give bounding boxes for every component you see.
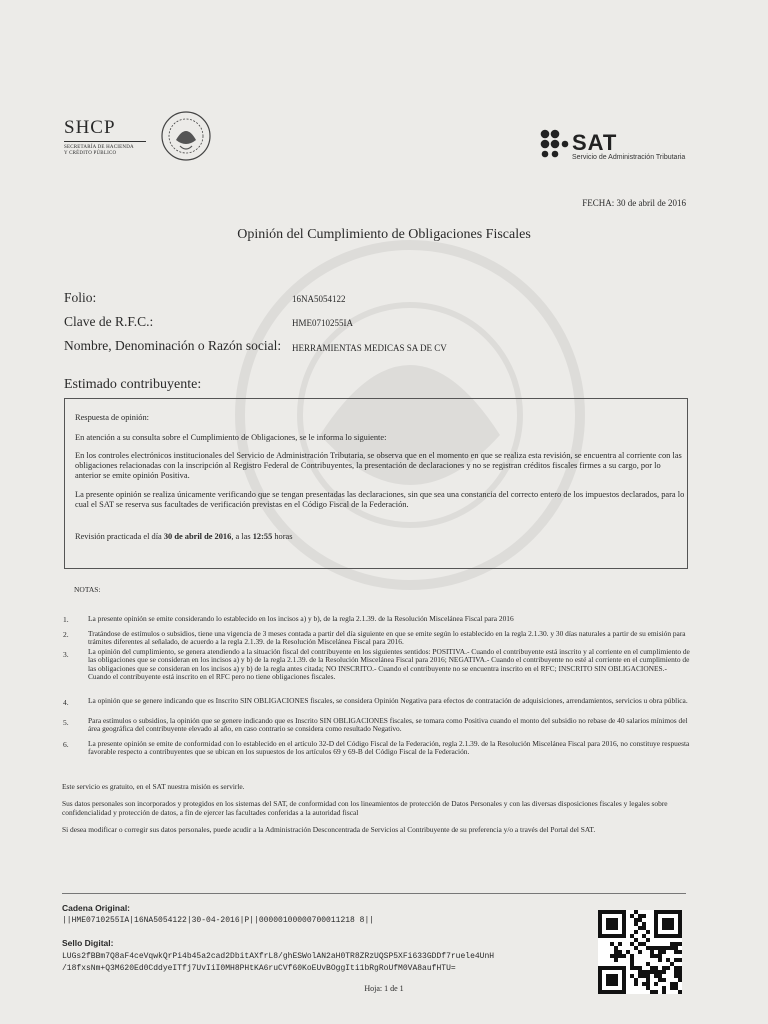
- box-paragraph-3: La presente opinión se realiza únicamente verificando que se tengan presentadas las declaraciones, sin que sea una constancia del correcto entero de los impuestos declarados, para lo cual el SAT se reserva sus facultades de verificación previstas en el Código Fiscal de la Federación.: [75, 490, 685, 509]
- greeting: Estimado contribuyente:: [64, 377, 202, 392]
- note-text: La presente opinión se emite de conformidad con lo establecido en el artículo 32-D del Código Fiscal de la Federación, regla 2.1.39. de la Resolución Miscelánea Fiscal para 2016, no constituye respuesta favorable respecto a contribuyentes que se ubican en los supuestos de los artículos 69 y 69-B del Código Fiscal de la Federación.: [88, 739, 690, 757]
- page-counter: Hoja: 1 de 1: [364, 984, 404, 993]
- sat-logo-icon: [538, 128, 572, 158]
- cadena-original-label: Cadena Original:: [62, 903, 131, 913]
- box-paragraph-2: En los controles electrónicos institucionales del Servicio de Administración Tributaria, se observa que en el momento en que se realiza esta revisión, se encuentra al corriente con las obligaciones relacionadas con la inscripción al Registro Federal de Contribuyentes, la presentación de declaraciones y no se registran créditos fiscales firmes a su cargo, por lo anterior se emite opinión Positiva.: [75, 451, 682, 480]
- shcp-subtitle-1: SECRETARÍA DE HACIENDA: [64, 145, 134, 150]
- rfc-value: HME0710255IA: [292, 318, 353, 328]
- notas-label: NOTAS:: [74, 585, 101, 594]
- divider: [62, 893, 686, 894]
- shcp-title: SHCP: [64, 117, 116, 138]
- revision-date: 30 de abril de 2016: [163, 532, 232, 541]
- qr-code-icon: [598, 910, 682, 994]
- personal-data-note: Sus datos personales son incorporados y protegidos en los sistemas del SAT, de conformidad con los lineamientos de protección de Datos Personales y con las diversas disposiciones fiscales y legales sobre confidencialidad y protección de datos, a fin de ejercer las facultades conferidas a la autoridad fiscal: [62, 799, 668, 817]
- note-number: 5.: [63, 718, 69, 727]
- note-number: 3.: [63, 650, 69, 659]
- opinion-box: [64, 398, 688, 569]
- respuesta-label: Respuesta de opinión:: [75, 413, 149, 422]
- note-number: 2.: [63, 630, 69, 639]
- sat-title: SAT: [572, 130, 618, 155]
- service-free-note: Este servicio es gratuito, en el SAT nuestra misión es servirle.: [62, 782, 245, 791]
- note-text: La opinión que se genere indicando que es Inscrito SIN OBLIGACIONES fiscales, se considera Opinión Negativa para efectos de contratación de adquisiciones, arrendamientos, servicios u obra pública.: [88, 696, 688, 705]
- note-number: 6.: [63, 740, 69, 749]
- note-number: 1.: [63, 615, 69, 624]
- issue-date: FECHA: 30 de abril de 2016: [582, 198, 686, 208]
- sello-digital-line-2: /18fxsNm+Q3M620Ed0CddyeITfj7UvIiI0MH8PHtKA6ruCVf60KoEUvBOggIti1bRgRoUfM0VA8aufHTU=: [62, 964, 456, 973]
- razon-social-label: Nombre, Denominación o Razón social:: [64, 338, 282, 353]
- note-text: La presente opinión se emite considerando lo establecido en los incisos a) y b), de la regla 2.1.39. de la Resolución Miscelánea Fiscal para 2016: [88, 614, 514, 623]
- shcp-logo: [64, 118, 146, 157]
- note-text: Tratándose de estímulos o subsidios, tiene una vigencia de 3 meses contada a partir del día siguiente en que se emite según lo establecido en la regla 2.1.30. y 30 días naturales a partir de su emisión para trámites diferentes al señalado, de acuerdo a la regla 2.1.39. de la Resolución Miscelánea Fiscal para 2016.: [88, 629, 686, 647]
- box-paragraph-1: En atención a su consulta sobre el Cumplimiento de Obligaciones, se le informa lo siguiente:: [75, 433, 387, 442]
- sat-subtitle: Servicio de Administración Tributaria: [572, 154, 686, 161]
- razon-social-value: HERRAMIENTAS MEDICAS SA DE CV: [292, 343, 447, 353]
- note-text: Para estímulos o subsidios, la opinión que se genere indicando que es Inscrito SIN OBLIGACIONES fiscales, se tomara como Positiva cuando el monto del subsidio no rebase de 40 salarios mínimos del área geográfica del contribuyente elevado al año, en caso contrario se considera como resultado Negativo.: [88, 716, 688, 734]
- sello-digital-line-1: LUGs2fBBm7Q8aF4ceVqwkQrPi4b45a2cad2DbitAXfrL8/ghESWolAN2aH0TR8ZRzUQSP5XFi633GDDf7ruele4UnH: [62, 952, 495, 961]
- note-text: La opinión del cumplimiento, se genera atendiendo a la situación fiscal del contribuyente en los siguientes sentidos: POSITIVA.- Cuando el contribuyente está inscrito y al corriente en el cumplimiento de las obligaciones que se consideran en los incisos a) y b) de la regla 2.1.39. de la Resolución Miscelánea Fiscal para 2016; NEGATIVA.- Cuando el contribuyente no esté al corriente en el cumplimiento de las obligaciones que se consideran en los incisos a) y b) de la regla antes citada; NO INSCRITO.- Cuando el contribuyente no se encuentra inscrito en el RFC; INSCRITO SIN OBLIGACIONES.- Cuando el contribuyente está inscrito en el RFC pero no tiene obligaciones fiscales.: [88, 647, 690, 682]
- folio-label: Folio:: [64, 290, 97, 305]
- shcp-subtitle-2: Y CRÉDITO PÚBLICO: [64, 151, 117, 156]
- sello-digital-label: Sello Digital:: [62, 938, 114, 948]
- rfc-label: Clave de R.F.C.:: [64, 314, 154, 329]
- document-title: Opinión del Cumplimiento de Obligaciones Fiscales: [237, 227, 531, 242]
- national-seal-icon: [160, 110, 212, 162]
- folio-value: 16NA5054122: [292, 294, 346, 304]
- revision-time: 12:55: [252, 532, 273, 541]
- cadena-original-value: ||HME0710255IA|16NA5054122|30-04-2016|P||00000100000700011218 8||: [62, 916, 375, 925]
- revision-line: Revisión practicada el día 30 de abril de 2016, a las 12:55 horas: [75, 532, 293, 541]
- modify-data-note: Si desea modificar o corregir sus datos personales, puede acudir a la Administración Desconcentrada de Servicios al Contribuyente de su preferencia y/o a través del Portal del SAT.: [62, 825, 596, 834]
- note-number: 4.: [63, 698, 69, 707]
